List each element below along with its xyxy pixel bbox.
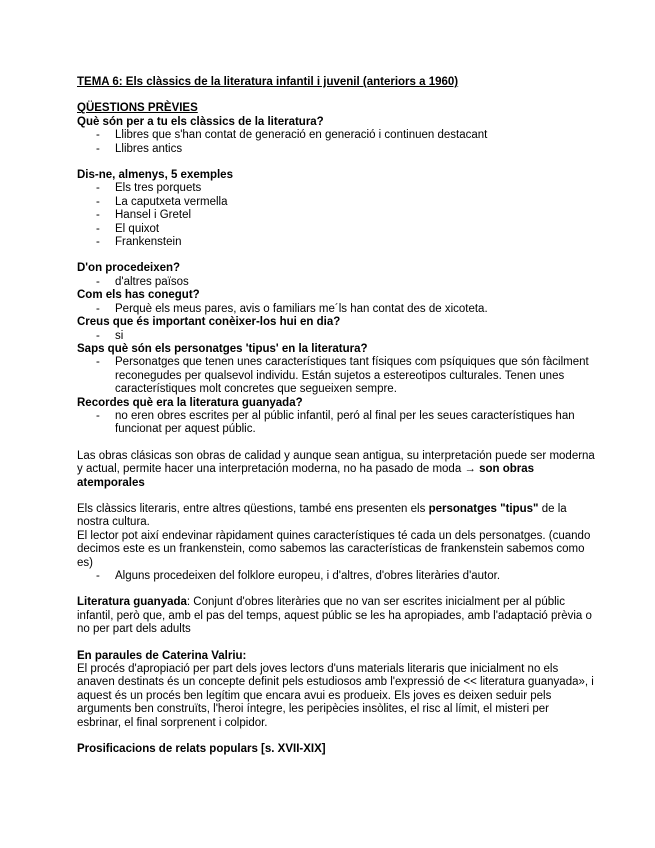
question: D'on procedeixen?	[77, 262, 181, 275]
list-item: - Alguns procedeixen del folklore europeu, i d'altres, d'obres literàries d'autor.	[115, 570, 595, 583]
document-title: TEMA 6: Els clàssics de la literatura infantil i juvenil (anteriors a 1960)	[77, 76, 459, 88]
paragraph-classics: Els clàssics literaris, entre altres qüestions, també ens presenten els personatges "tipus" de la nostra cultura.	[77, 502, 567, 529]
question: Recordes què era la literatura guanyada?	[77, 396, 303, 409]
origin-list	[77, 570, 595, 583]
valriu-heading: En paraules de Caterina Valriu:	[77, 649, 247, 662]
answer-list	[77, 276, 595, 289]
answer-list	[77, 356, 595, 396]
section-heading: QÜESTIONS PRÈVIES	[77, 102, 198, 115]
question: Creus que és important conèixer-los hui en dia?	[77, 316, 341, 329]
list-item: - Frankenstein	[115, 236, 595, 249]
list-item: - La caputxeta vermella	[115, 196, 595, 209]
question: Dis-ne, almenys, 5 exemples	[77, 169, 233, 182]
section-heading-prosificacions: Prosificacions de relats populars [s. XVII-XIX]	[77, 743, 326, 756]
list-item: - Llibres que s'han contat de generació en generació i continuen destacant	[115, 129, 595, 142]
list-item: - si	[115, 330, 595, 343]
answer-list	[77, 303, 595, 316]
paragraph-lector: El lector pot així endevinar ràpidament quines característiques té cada un dels personatges. (cuando decimos este es un frankenstein, como sabemos las características de frankenstein sabemos como es)	[77, 529, 591, 569]
list-item: - Hansel i Gretel	[115, 209, 595, 222]
answer-list	[77, 129, 595, 156]
question: Com els has conegut?	[77, 289, 200, 302]
answer-list	[77, 410, 595, 437]
list-item: - El quixot	[115, 223, 595, 236]
term-label: Literatura guanyada	[77, 596, 187, 609]
list-item: - Perquè els meus pares, avis o familiars me´ls han contat des de xicoteta.	[115, 303, 595, 316]
list-item: - Llibres antics	[115, 143, 595, 156]
list-item: - Els tres porquets	[115, 182, 595, 195]
answer-list	[77, 330, 595, 343]
valriu-quote: El procés d'apropiació per part dels joves lectors d'uns materials literaris que inicialment no els anaven destinats és un concepte definit pels estudiosos amb l'expressió de << literatura guanyada», i aquest és un procés ben legítim que encara avui es produeix. Els joves es deixen seduir pels arguments ben construïts, l'heroi íntegre, les peripècies insòlites, el risc al límit, el misteri per esbrinar, el final sorprenent i colpidor.	[77, 663, 594, 729]
list-item: - Personatges que tenen unes característiques tant físiques com psíquiques que són fàcilment reconegudes per qualsevol individu. Están sujetos a estereotipos culturales. Tenen unes característiques molt concretes que segueixen sempre.	[115, 356, 595, 396]
list-item: - no eren obres escrites per al públic infantil, peró al final per les seues característiques han funcionat per aquest públic.	[115, 410, 595, 437]
list-item: - d'altres països	[115, 276, 595, 289]
paragraph-obras: Las obras clásicas son obras de calidad y aunque sean antigua, su interpretación puede ser moderna y actual, permite hacer una interpretación moderna, no ha pasado de moda → son obras atemporales	[77, 449, 595, 489]
paragraph-guanyada: Literatura guanyada: Conjunt d'obres literàries que no van ser escrites inicialment per al públic infantil, però que, amb el pas del temps, aquest públic se les ha apropiades, amb l'adaptació prèvia o no per part dels adults	[77, 596, 592, 636]
answer-list	[77, 182, 595, 249]
bold-emphasis: personatges "tipus"	[428, 502, 539, 515]
question: Què són per a tu els clàssics de la literatura?	[77, 115, 324, 128]
question: Saps què són els personatges 'tipus' en la literatura?	[77, 342, 368, 355]
bold-emphasis: son obras atemporales	[77, 463, 535, 489]
